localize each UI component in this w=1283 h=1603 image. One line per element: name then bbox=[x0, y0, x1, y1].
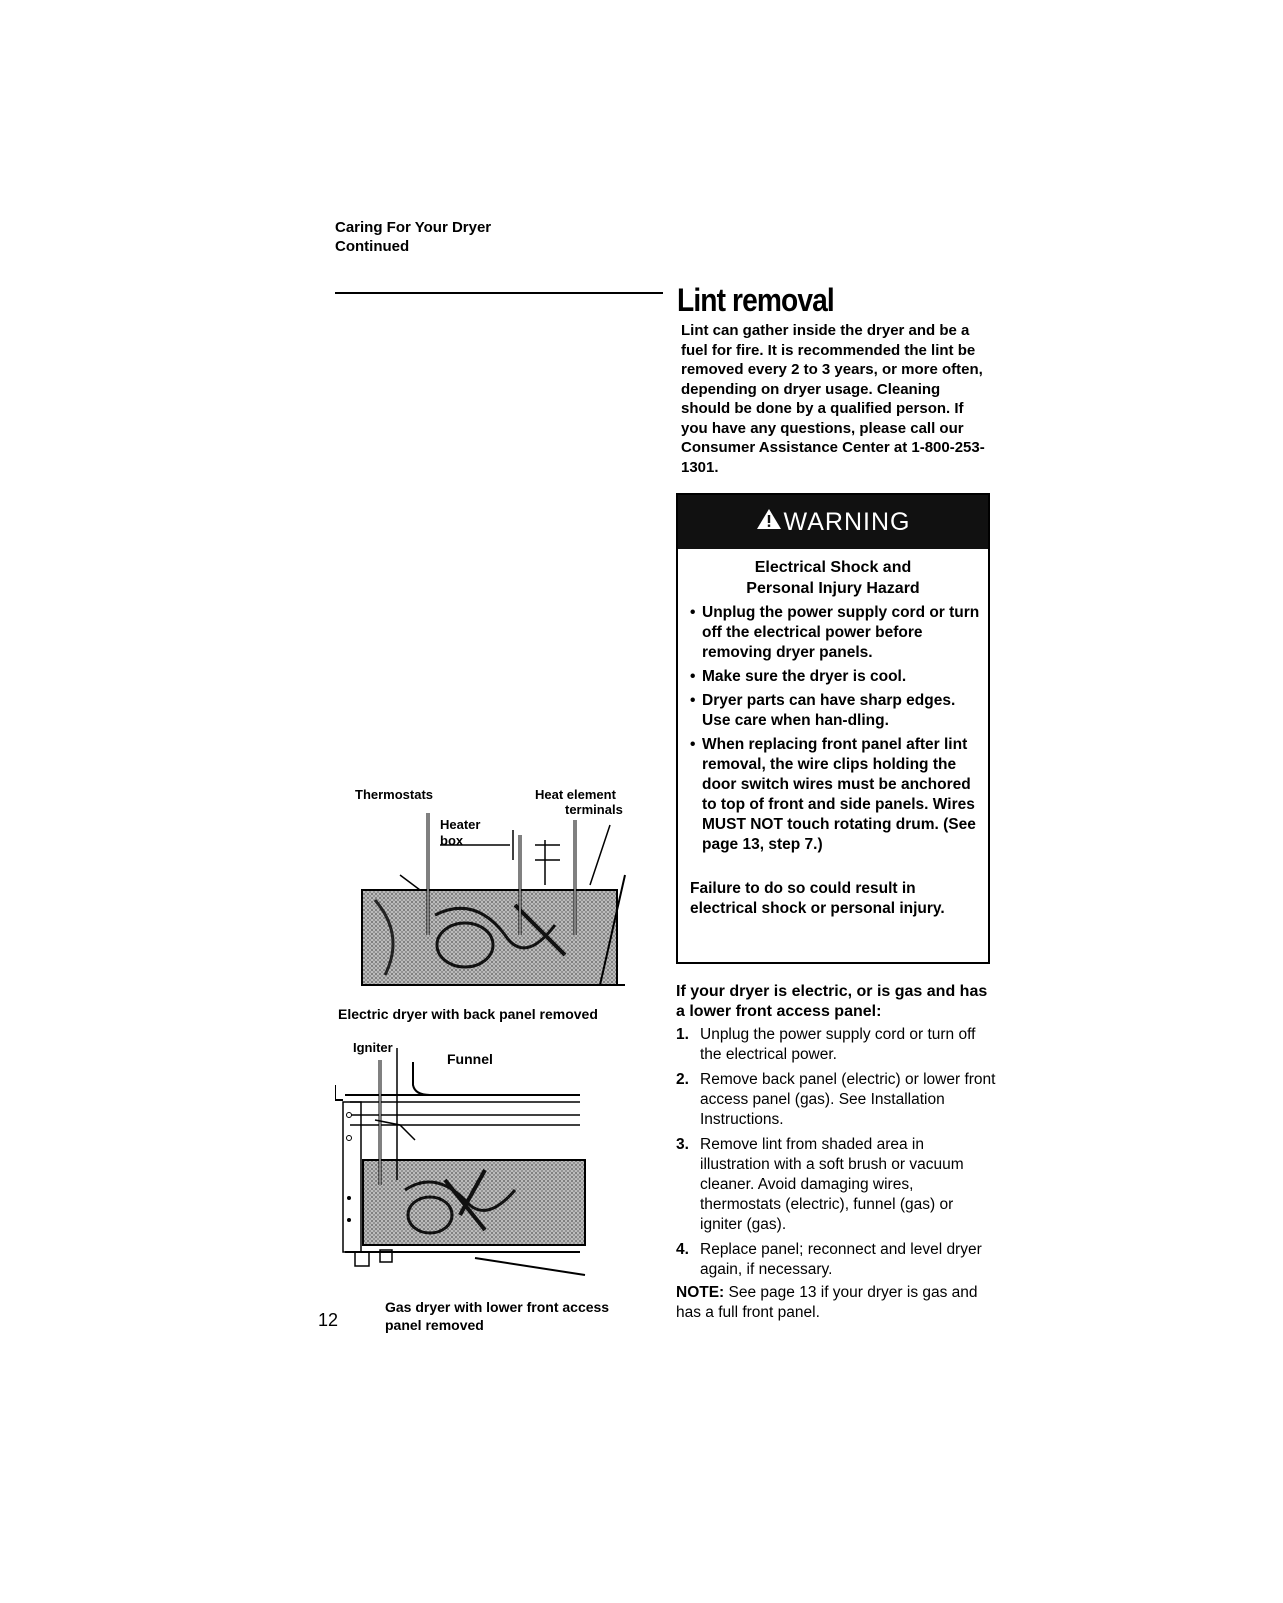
electric-dryer-illustration bbox=[335, 785, 645, 1005]
warning-banner bbox=[678, 495, 988, 549]
electric-dryer-caption: Electric dryer with back panel removed bbox=[338, 1006, 598, 1022]
step-text: Remove back panel (electric) or lower front access panel (gas). See Installation Instructions. bbox=[700, 1071, 996, 1128]
step-text: Remove lint from shaded area in illustration with a soft brush or vacuum cleaner. Avoid damaging wires, thermostats (electric), funnel (gas) or igniter (gas). bbox=[700, 1136, 964, 1233]
warning-failure-text: Failure to do so could result in electrical shock or personal injury. bbox=[690, 880, 945, 917]
header-continued: Continued bbox=[335, 238, 410, 255]
gas-dryer-caption: Gas dryer with lower front access panel removed bbox=[385, 1299, 610, 1333]
electric-dryer-figure bbox=[335, 785, 645, 1005]
warning-item: • Dryer parts can have sharp edges. Use care when han-dling. bbox=[690, 691, 980, 731]
label-heater-2: box bbox=[440, 833, 464, 848]
step-item bbox=[676, 1135, 996, 1235]
instructions-steps bbox=[676, 1025, 996, 1285]
step-number: 2. bbox=[676, 1071, 689, 1088]
section-divider bbox=[335, 292, 663, 294]
step-text: Unplug the power supply cord or turn off the electrical power. bbox=[700, 1026, 976, 1063]
step-item bbox=[676, 1070, 996, 1130]
warning-item: • Make sure the dryer is cool. bbox=[690, 667, 980, 687]
note bbox=[676, 1283, 996, 1323]
gas-dryer-illustration bbox=[335, 1040, 645, 1290]
label-igniter: Igniter bbox=[353, 1040, 393, 1055]
section-intro: Lint can gather inside the dryer and be a fuel for fire. It is recommended the lint be removed every 2 to 3 years, or more often, depending on dryer usage. Cleaning should be done by a qualified person. If you have any questions, please call our Consumer Assistance Center at 1-800-253-1301. bbox=[681, 322, 985, 476]
page-header bbox=[335, 218, 491, 256]
label-heat-element-2: terminals bbox=[565, 802, 623, 817]
step-item bbox=[676, 1025, 996, 1065]
warning-banner-text: WARNING bbox=[783, 507, 911, 536]
step-item bbox=[676, 1240, 996, 1280]
label-heat-element-1: Heat element bbox=[535, 787, 616, 802]
page-number: 12 bbox=[318, 1310, 339, 1330]
warning-item: • When replacing front panel after lint removal, the wire clips holding the door switch wires must be anchored to top of front and side panels. Wires MUST NOT touch rotating drum. (See page 13, step 7.) bbox=[690, 735, 980, 855]
gas-dryer-figure bbox=[335, 1040, 645, 1290]
step-number: 3. bbox=[676, 1136, 689, 1153]
warning-list bbox=[690, 603, 980, 859]
warning-triangle-icon bbox=[756, 508, 782, 537]
header-title: Caring For Your Dryer bbox=[335, 219, 492, 236]
note-text: See page 13 if your dryer is gas and has a full front panel. bbox=[676, 1284, 978, 1321]
warning-title-line2: Personal Injury Hazard bbox=[746, 580, 920, 597]
instructions-intro: If your dryer is electric, or is gas and has a lower front access panel: bbox=[676, 983, 988, 1020]
warning-title bbox=[678, 557, 988, 599]
label-funnel: Funnel bbox=[447, 1051, 493, 1067]
section-title: Lint removal bbox=[677, 282, 834, 318]
step-number: 4. bbox=[676, 1241, 689, 1258]
step-text: Replace panel; reconnect and level dryer again, if necessary. bbox=[700, 1241, 982, 1278]
note-label: NOTE: bbox=[676, 1284, 725, 1301]
step-number: 1. bbox=[676, 1026, 689, 1043]
label-thermostats: Thermostats bbox=[355, 787, 434, 802]
label-heater-1: Heater bbox=[440, 817, 481, 832]
warning-item: • Unplug the power supply cord or turn off the electrical power before removing dryer panels. bbox=[690, 603, 980, 663]
warning-title-line1: Electrical Shock and bbox=[754, 559, 912, 576]
warning-box bbox=[676, 493, 990, 964]
